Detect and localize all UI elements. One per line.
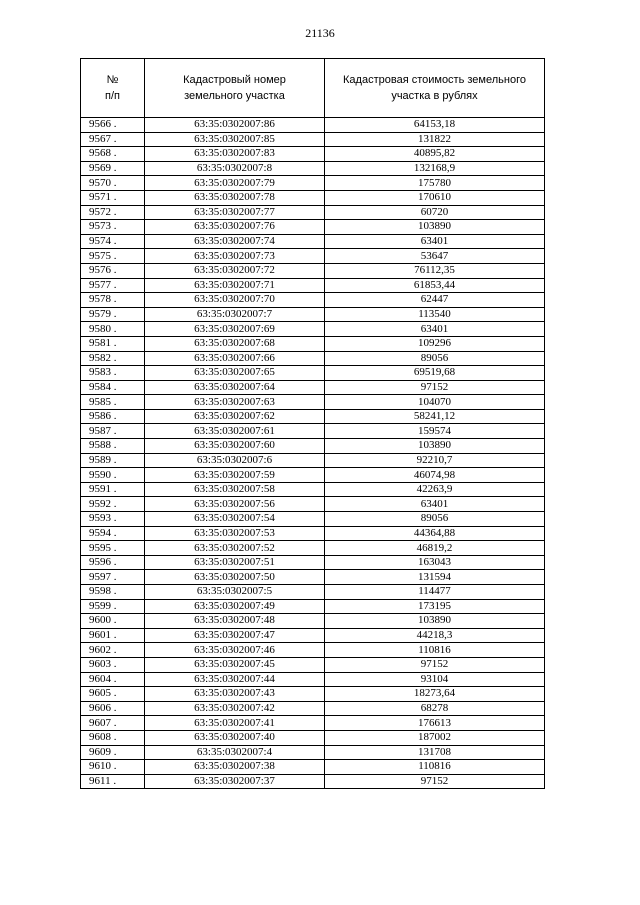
cadastral-number-cell: 63:35:0302007:47 <box>145 628 325 643</box>
row-number-cell: 9600 . <box>81 614 145 629</box>
row-number-cell: 9570 . <box>81 176 145 191</box>
header-row-number-line1: № <box>106 74 119 86</box>
cadastral-number-cell: 63:35:0302007:61 <box>145 424 325 439</box>
cadastral-value-cell: 97152 <box>325 657 545 672</box>
cadastral-value-cell: 110816 <box>325 760 545 775</box>
row-number-cell: 9589 . <box>81 453 145 468</box>
cadastral-number-cell: 63:35:0302007:51 <box>145 555 325 570</box>
cadastral-value-cell: 173195 <box>325 599 545 614</box>
table-row <box>81 263 545 278</box>
cadastral-number-cell: 63:35:0302007:7 <box>145 307 325 322</box>
cadastral-number-cell: 63:35:0302007:60 <box>145 439 325 454</box>
row-number-cell: 9576 . <box>81 263 145 278</box>
cadastral-number-cell: 63:35:0302007:4 <box>145 745 325 760</box>
table-row <box>81 220 545 235</box>
cadastral-value-cell: 44364,88 <box>325 526 545 541</box>
cadastral-value-cell: 68278 <box>325 701 545 716</box>
table-row <box>81 351 545 366</box>
row-number-cell: 9569 . <box>81 161 145 176</box>
row-number-cell: 9604 . <box>81 672 145 687</box>
cadastral-value-cell: 103890 <box>325 220 545 235</box>
cadastral-number-cell: 63:35:0302007:49 <box>145 599 325 614</box>
cadastral-value-cell: 40895,82 <box>325 147 545 162</box>
table-row <box>81 468 545 483</box>
row-number-cell: 9587 . <box>81 424 145 439</box>
cadastral-value-cell: 18273,64 <box>325 687 545 702</box>
cadastral-value-cell: 62447 <box>325 293 545 308</box>
row-number-cell: 9577 . <box>81 278 145 293</box>
row-number-cell: 9596 . <box>81 555 145 570</box>
cadastral-number-cell: 63:35:0302007:63 <box>145 395 325 410</box>
cadastral-number-cell: 63:35:0302007:86 <box>145 118 325 133</box>
row-number-cell: 9573 . <box>81 220 145 235</box>
cadastral-value-cell: 176613 <box>325 716 545 731</box>
row-number-cell: 9581 . <box>81 336 145 351</box>
cadastral-number-cell: 63:35:0302007:6 <box>145 453 325 468</box>
cadastral-number-cell: 63:35:0302007:74 <box>145 234 325 249</box>
table-row <box>81 526 545 541</box>
cadastral-number-cell: 63:35:0302007:48 <box>145 614 325 629</box>
cadastral-number-cell: 63:35:0302007:58 <box>145 482 325 497</box>
cadastral-value-cell: 109296 <box>325 336 545 351</box>
cadastral-number-cell: 63:35:0302007:45 <box>145 657 325 672</box>
cadastral-value-cell: 114477 <box>325 585 545 600</box>
table-row <box>81 555 545 570</box>
table-row <box>81 774 545 789</box>
header-cadastral-value-line1: Кадастровая стоимость земельного <box>343 74 526 86</box>
cadastral-number-cell: 63:35:0302007:76 <box>145 220 325 235</box>
row-number-cell: 9566 . <box>81 118 145 133</box>
cadastral-value-cell: 69519,68 <box>325 366 545 381</box>
table-row <box>81 336 545 351</box>
table-row <box>81 161 545 176</box>
row-number-cell: 9574 . <box>81 234 145 249</box>
table-row <box>81 687 545 702</box>
table-row <box>81 380 545 395</box>
row-number-cell: 9575 . <box>81 249 145 264</box>
row-number-cell: 9568 . <box>81 147 145 162</box>
cadastral-value-table <box>80 58 545 789</box>
cadastral-number-cell: 63:35:0302007:71 <box>145 278 325 293</box>
cadastral-value-cell: 64153,18 <box>325 118 545 133</box>
table-row <box>81 147 545 162</box>
table-row <box>81 482 545 497</box>
table-row <box>81 497 545 512</box>
table-row <box>81 512 545 527</box>
cadastral-value-cell: 103890 <box>325 439 545 454</box>
header-row-number <box>81 59 145 118</box>
row-number-cell: 9591 . <box>81 482 145 497</box>
cadastral-value-cell: 97152 <box>325 380 545 395</box>
table-row <box>81 643 545 658</box>
header-row <box>81 59 545 118</box>
cadastral-number-cell: 63:35:0302007:50 <box>145 570 325 585</box>
cadastral-value-cell: 103890 <box>325 614 545 629</box>
row-number-cell: 9598 . <box>81 585 145 600</box>
table-row <box>81 395 545 410</box>
table-row <box>81 249 545 264</box>
cadastral-number-cell: 63:35:0302007:64 <box>145 380 325 395</box>
cadastral-number-cell: 63:35:0302007:5 <box>145 585 325 600</box>
table-row <box>81 701 545 716</box>
cadastral-value-cell: 63401 <box>325 234 545 249</box>
cadastral-number-cell: 63:35:0302007:69 <box>145 322 325 337</box>
table-row <box>81 307 545 322</box>
table-row <box>81 409 545 424</box>
cadastral-number-cell: 63:35:0302007:38 <box>145 760 325 775</box>
row-number-cell: 9582 . <box>81 351 145 366</box>
cadastral-value-cell: 89056 <box>325 351 545 366</box>
cadastral-number-cell: 63:35:0302007:77 <box>145 205 325 220</box>
table-row <box>81 745 545 760</box>
header-cadastral-number-line2: земельного участка <box>184 90 285 102</box>
table-row <box>81 541 545 556</box>
cadastral-value-cell: 104070 <box>325 395 545 410</box>
cadastral-number-cell: 63:35:0302007:70 <box>145 293 325 308</box>
row-number-cell: 9592 . <box>81 497 145 512</box>
table-row <box>81 439 545 454</box>
cadastral-value-cell: 131708 <box>325 745 545 760</box>
cadastral-number-cell: 63:35:0302007:56 <box>145 497 325 512</box>
cadastral-number-cell: 63:35:0302007:59 <box>145 468 325 483</box>
table-row <box>81 205 545 220</box>
cadastral-value-cell: 42263,9 <box>325 482 545 497</box>
cadastral-number-cell: 63:35:0302007:43 <box>145 687 325 702</box>
cadastral-number-cell: 63:35:0302007:52 <box>145 541 325 556</box>
table-row <box>81 453 545 468</box>
cadastral-number-cell: 63:35:0302007:65 <box>145 366 325 381</box>
table-row <box>81 657 545 672</box>
cadastral-value-cell: 93104 <box>325 672 545 687</box>
row-number-cell: 9606 . <box>81 701 145 716</box>
table-row <box>81 760 545 775</box>
cadastral-value-cell: 175780 <box>325 176 545 191</box>
row-number-cell: 9584 . <box>81 380 145 395</box>
row-number-cell: 9599 . <box>81 599 145 614</box>
cadastral-value-cell: 92210,7 <box>325 453 545 468</box>
cadastral-number-cell: 63:35:0302007:66 <box>145 351 325 366</box>
row-number-cell: 9590 . <box>81 468 145 483</box>
cadastral-value-cell: 63401 <box>325 497 545 512</box>
row-number-cell: 9571 . <box>81 190 145 205</box>
table-row <box>81 190 545 205</box>
table-row <box>81 599 545 614</box>
cadastral-value-cell: 76112,35 <box>325 263 545 278</box>
cadastral-number-cell: 63:35:0302007:72 <box>145 263 325 278</box>
table-row <box>81 293 545 308</box>
cadastral-value-cell: 61853,44 <box>325 278 545 293</box>
row-number-cell: 9594 . <box>81 526 145 541</box>
cadastral-value-cell: 97152 <box>325 774 545 789</box>
cadastral-number-cell: 63:35:0302007:54 <box>145 512 325 527</box>
cadastral-value-cell: 131594 <box>325 570 545 585</box>
table-row <box>81 278 545 293</box>
row-number-cell: 9593 . <box>81 512 145 527</box>
table-row <box>81 234 545 249</box>
row-number-cell: 9603 . <box>81 657 145 672</box>
table-row <box>81 628 545 643</box>
cadastral-value-cell: 163043 <box>325 555 545 570</box>
cadastral-value-cell: 132168,9 <box>325 161 545 176</box>
cadastral-value-cell: 187002 <box>325 730 545 745</box>
table-body <box>81 118 545 789</box>
table-row <box>81 585 545 600</box>
cadastral-value-cell: 63401 <box>325 322 545 337</box>
header-cadastral-number-line1: Кадастровый номер <box>183 74 286 86</box>
row-number-cell: 9595 . <box>81 541 145 556</box>
table-row <box>81 176 545 191</box>
table-row <box>81 132 545 147</box>
table-row <box>81 322 545 337</box>
table-row <box>81 730 545 745</box>
cadastral-number-cell: 63:35:0302007:46 <box>145 643 325 658</box>
page-number: 21136 <box>305 26 335 40</box>
row-number-cell: 9585 . <box>81 395 145 410</box>
row-number-cell: 9608 . <box>81 730 145 745</box>
cadastral-number-cell: 63:35:0302007:41 <box>145 716 325 731</box>
table-row <box>81 118 545 133</box>
cadastral-number-cell: 63:35:0302007:73 <box>145 249 325 264</box>
cadastral-value-cell: 159574 <box>325 424 545 439</box>
table-header <box>81 59 545 118</box>
cadastral-number-cell: 63:35:0302007:68 <box>145 336 325 351</box>
cadastral-value-cell: 44218,3 <box>325 628 545 643</box>
row-number-cell: 9607 . <box>81 716 145 731</box>
row-number-cell: 9609 . <box>81 745 145 760</box>
row-number-cell: 9597 . <box>81 570 145 585</box>
cadastral-value-cell: 58241,12 <box>325 409 545 424</box>
table-row <box>81 614 545 629</box>
header-row-number-line2: п/п <box>105 90 120 102</box>
header-cadastral-value <box>325 59 545 118</box>
row-number-cell: 9567 . <box>81 132 145 147</box>
header-cadastral-value-line2: участка в рублях <box>391 90 478 102</box>
row-number-cell: 9605 . <box>81 687 145 702</box>
table-row <box>81 424 545 439</box>
row-number-cell: 9610 . <box>81 760 145 775</box>
cadastral-value-cell: 170610 <box>325 190 545 205</box>
table-row <box>81 672 545 687</box>
row-number-cell: 9602 . <box>81 643 145 658</box>
table-row <box>81 570 545 585</box>
cadastral-number-cell: 63:35:0302007:44 <box>145 672 325 687</box>
row-number-cell: 9579 . <box>81 307 145 322</box>
cadastral-number-cell: 63:35:0302007:78 <box>145 190 325 205</box>
header-cadastral-number <box>145 59 325 118</box>
cadastral-number-cell: 63:35:0302007:8 <box>145 161 325 176</box>
cadastral-value-cell: 89056 <box>325 512 545 527</box>
cadastral-value-cell: 131822 <box>325 132 545 147</box>
table-row <box>81 366 545 381</box>
cadastral-number-cell: 63:35:0302007:40 <box>145 730 325 745</box>
cadastral-number-cell: 63:35:0302007:62 <box>145 409 325 424</box>
cadastral-value-cell: 60720 <box>325 205 545 220</box>
cadastral-number-cell: 63:35:0302007:83 <box>145 147 325 162</box>
cadastral-number-cell: 63:35:0302007:79 <box>145 176 325 191</box>
row-number-cell: 9588 . <box>81 439 145 454</box>
cadastral-value-cell: 46819,2 <box>325 541 545 556</box>
row-number-cell: 9578 . <box>81 293 145 308</box>
cadastral-value-cell: 110816 <box>325 643 545 658</box>
cadastral-number-cell: 63:35:0302007:42 <box>145 701 325 716</box>
row-number-cell: 9583 . <box>81 366 145 381</box>
table-row <box>81 716 545 731</box>
cadastral-value-cell: 46074,98 <box>325 468 545 483</box>
cadastral-number-cell: 63:35:0302007:53 <box>145 526 325 541</box>
row-number-cell: 9611 . <box>81 774 145 789</box>
row-number-cell: 9586 . <box>81 409 145 424</box>
cadastral-value-cell: 53647 <box>325 249 545 264</box>
cadastral-value-cell: 113540 <box>325 307 545 322</box>
row-number-cell: 9580 . <box>81 322 145 337</box>
cadastral-number-cell: 63:35:0302007:37 <box>145 774 325 789</box>
row-number-cell: 9572 . <box>81 205 145 220</box>
row-number-cell: 9601 . <box>81 628 145 643</box>
cadastral-number-cell: 63:35:0302007:85 <box>145 132 325 147</box>
